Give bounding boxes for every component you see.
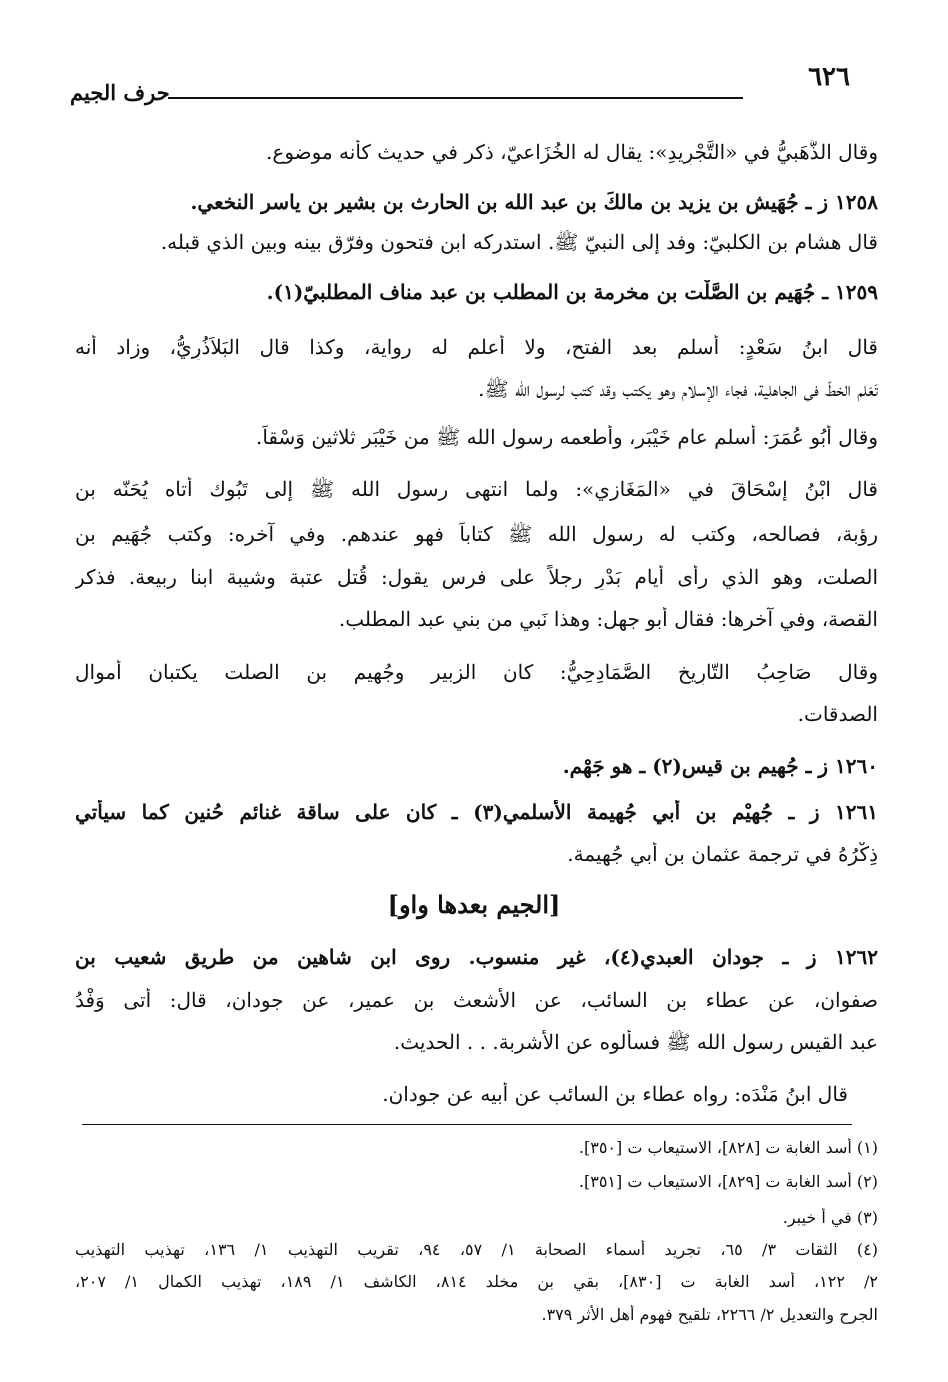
- body-line: الصدقات.: [797, 702, 878, 726]
- body-line: وقال أبُو عُمَرَ: أسلم عام خَيْبَر، وأطعمه رسول الله ﷺ من خَيْبَر ثلاثين وَسْقاً.: [255, 425, 878, 449]
- body-line: الصلت، وهو الذي رأى أيام بَدْرٍ رجلاً على فرس يقول: قُتل عتبة وشيبة ابنا ربيعة. فذكر: [75, 565, 878, 589]
- entry-heading-1258: ١٢٥٨ ز ـ جُهَيش بن يزيد بن مالكَ بن عبد الله بن الحارث بن بشير بن ياسر النخعي.: [190, 190, 878, 214]
- body-line: رؤبة، فصالحه، وكتب له رسول الله ﷺ كتاباً فهو عندهم. وفي آخره: وكتب جُهَيم بن: [75, 522, 878, 546]
- body-line: صفوان، عن عطاء بن السائب، عن الأشعث بن عمير، عن جودان، قال: أتى وَفْدُ: [75, 988, 878, 1012]
- header-rule: [168, 97, 743, 99]
- body-line: قال ابنُ سَعْدٍ: أسلم بعد الفتح، ولا أعلم له رواية، وكذا قال البَلاَذُرِيُّ، وزاد أنه: [75, 335, 878, 359]
- body-line: عبد القيس رسول الله ﷺ فسألوه عن الأشربة. . . الحديث.: [393, 1030, 878, 1054]
- footnote: (٣) في أ خيبر.: [782, 1208, 878, 1227]
- entry-heading-1260: ١٢٦٠ ز ـ جُهيم بن قيس(٢) ـ هو جَهْم.: [562, 754, 878, 778]
- footnote: ٢/ ١٢٢، أسد الغابة ت [٨٣٠]، بقي بن مخلد ٨١٤، الكاشف ١/ ١٨٩، تهذيب الكمال ١/ ٢٠٧،: [75, 1272, 878, 1291]
- footnote-rule: [82, 1124, 852, 1125]
- footnote: (٢) أسد الغابة ت [٨٢٩]، الاستيعاب ت [٣٥١].: [578, 1172, 878, 1191]
- entry-heading-1262: ١٢٦٢ ز ـ جودان العبدي(٤)، غير منسوب. روى ابن شاهين من طريق شعيب بن: [75, 945, 878, 969]
- body-line: تَعَلم الخطّ في الجاهلية، فجاء الإسلام وهو يكتب وقد كتب لرسول الله ﷺ.: [478, 377, 878, 401]
- footnote: (٤) الثقات ٣/ ٦٥، تجريد أسماء الصحابة ١/ ٥٧، ٩٤، تقريب التهذيب ١/ ١٣٦، تهذيب التهذيب: [75, 1240, 878, 1259]
- running-header-title: حرف الجيم: [70, 80, 170, 105]
- body-line: قال ابْنُ إسْحَاقَ في «المَغَازي»: ولما انتهى رسول الله ﷺ إلى تَبُوك أتاه يُحَنّه بن: [75, 477, 878, 501]
- footnote: الجرح والتعديل ٢/ ٢٢٦٦، تلقيح فهوم أهل الأثر ٣٧٩.: [541, 1305, 878, 1324]
- section-title: [الجيم بعدها واو]: [387, 890, 561, 919]
- body-line: القصة، وفي آخرها: فقال أبو جهل: وهذا نَبي من بني عبد المطلب.: [338, 607, 878, 631]
- body-line: وقال الذَّهَبيُّ في «التَّجْرِيدِ»: يقال له الخُزَاعيّ، ذكر في حديث كأنه موضوع.: [266, 140, 878, 164]
- body-line: ذِكْرُهُ في ترجمة عثمان بن أبي جُهيمة.: [567, 842, 878, 866]
- body-line: قال ابنُ مَنْدَه: رواه عطاء بن السائب عن أبيه عن جودان.: [382, 1082, 848, 1106]
- page-number: ٦٢٦: [808, 62, 850, 92]
- footnote: (١) أسد الغابة ت [٨٢٨]، الاستيعاب ت [٣٥٠].: [578, 1138, 878, 1157]
- body-line: قال هشام بن الكلبيّ: وفد إلى النبيّ ﷺ. استدركه ابن فتحون وفرّق بينه وبين الذي قبله.: [160, 230, 878, 254]
- entry-heading-1259: ١٢٥٩ ـ جُهَيم بن الصَّلْت بن مخرمة بن المطلب بن عبد مناف المطلبيّ(١).: [266, 280, 878, 304]
- entry-heading-1261: ١٢٦١ ز ـ جُهيْم بن أبي جُهيمة الأسلمي(٣) ـ كان على ساقة غنائم حُنين كما سيأتي: [75, 800, 878, 824]
- body-line: وقال صَاحِبُ التّارِيخِ الصَّمَادِحِيُّ: كان الزبير وجُهيم بن الصلت يكتبان أموال: [75, 660, 878, 684]
